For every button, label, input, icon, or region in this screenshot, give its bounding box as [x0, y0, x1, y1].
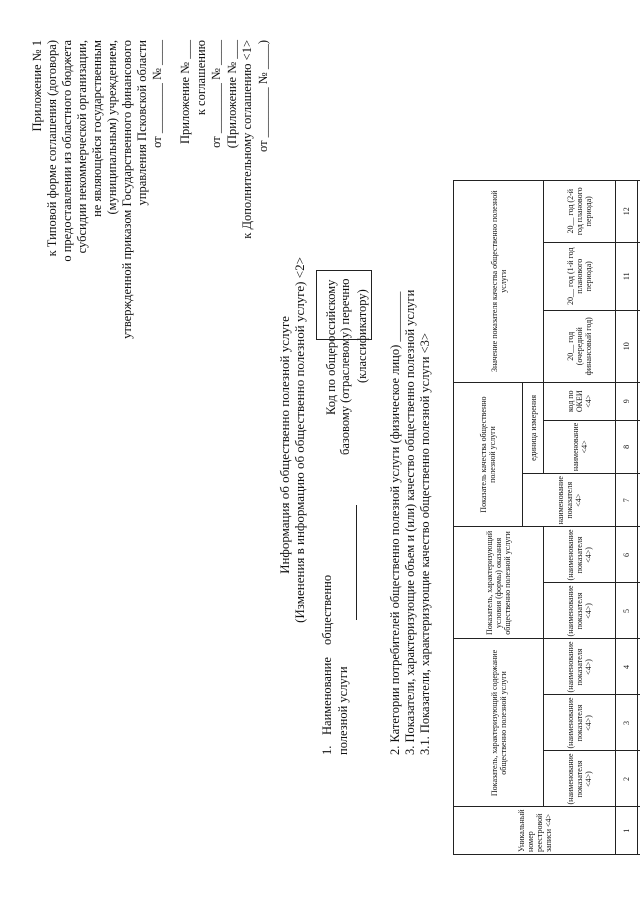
appendix-line: к Дополнительному соглашению <1> [240, 40, 254, 239]
code-label: базовому (отраслевому) перечню [338, 278, 352, 455]
header-year-2: 20__ год (1-й год планового периода) [544, 242, 616, 310]
col-number: 7 [616, 474, 638, 527]
annex-line: Приложение № 1 [30, 40, 44, 132]
annex-header [30, 40, 165, 339]
section31: 3.1. Показатели, характеризующие качество общественно полезной услуги <3> [418, 333, 432, 755]
header-quality-name: наименование показателя <4> [523, 474, 616, 527]
appendix-line: от ________ № ____) [255, 40, 270, 153]
header-conditions: Показатель, характеризующий условия (формы) оказания общественно полезной услуги [454, 527, 544, 639]
section1-underline [356, 505, 357, 620]
col-number: 8 [616, 420, 638, 473]
col-number: 11 [616, 242, 638, 310]
section2: 2. Категории потребителей общественно полезной услуги (физическое лицо) ________ [388, 291, 402, 755]
annex-line: о предоставлении из областного бюджета [60, 40, 74, 262]
header-indicator-name: (наименование показателя <4>) [544, 639, 616, 695]
annex-line: от ________ № ____ [150, 40, 164, 148]
page-subtitle: (Изменения в информацию об общественно полезной услуге) <2> [292, 257, 307, 623]
page-title: Информация об общественно полезной услуге [277, 316, 292, 574]
annex-line: не являющейся государственным [90, 40, 104, 217]
col-number: 10 [616, 310, 638, 382]
header-okei: код по ОКЕИ <4> [544, 382, 616, 420]
annex-line: к Типовой форме соглашения (договора) [45, 40, 59, 257]
section1-label: Наименование [320, 657, 334, 735]
appendix-line: (Приложение № ___ [224, 40, 239, 149]
header-quality: Показатель качества общественно полезной услуги [454, 382, 523, 527]
col-number: 3 [616, 695, 638, 751]
appendix-line: от ________ № ____ [209, 40, 223, 148]
code-label: (классификатору) [355, 289, 369, 383]
header-year-1: 20__ год (очередной финансовый год) [544, 310, 616, 382]
col-number: 4 [616, 639, 638, 695]
section3: 3. Показатели, характеризующие объем и (или) качество общественно полезной услуги [403, 289, 417, 755]
col-number: 2 [616, 751, 638, 807]
section1-num: 1. [320, 745, 334, 755]
col-number: 6 [616, 527, 638, 583]
section1-label: полезной услуги [336, 666, 350, 755]
header-unit-name: наименование <4> [544, 420, 616, 473]
appendix-header [178, 40, 271, 239]
annex-line: управления Псковской области [135, 40, 149, 206]
annex-line: утвержденной приказом Государственного финансового [120, 40, 134, 339]
col-number: 12 [616, 180, 638, 242]
header-indicator-name: (наименование показателя <4>) [544, 527, 616, 583]
header-unit: единица измерения [523, 382, 544, 473]
col-number: 9 [616, 382, 638, 420]
appendix-line: к соглашению [193, 40, 208, 116]
section1-label: общественно [320, 574, 334, 645]
header-indicator-name: (наименование показателя <4>) [544, 751, 616, 807]
quality-indicators-table [453, 180, 640, 855]
code-label: Код по общероссийскому [324, 279, 338, 415]
annex-line: (муниципальным) учреждением, [105, 40, 119, 215]
col-number: 5 [616, 583, 638, 639]
annex-line: субсидии некоммерческой организации, [75, 40, 89, 254]
header-content: Показатель, характеризующий содержание общественно полезной услуги [454, 639, 544, 807]
code-box[interactable] [316, 270, 372, 340]
col-number: 1 [616, 807, 638, 855]
header-value: Значение показателя качества общественно полезной услуги [454, 180, 544, 382]
header-year-3: 20__ год (2-й год планового периода) [544, 180, 616, 242]
header-indicator-name: (наименование показателя <4>) [544, 695, 616, 751]
header-unique-number: Уникальный номер реестровой записи <4> [454, 807, 616, 855]
appendix-line: Приложение № ___ [178, 40, 192, 145]
header-indicator-name: (наименование показателя <4>) [544, 583, 616, 639]
